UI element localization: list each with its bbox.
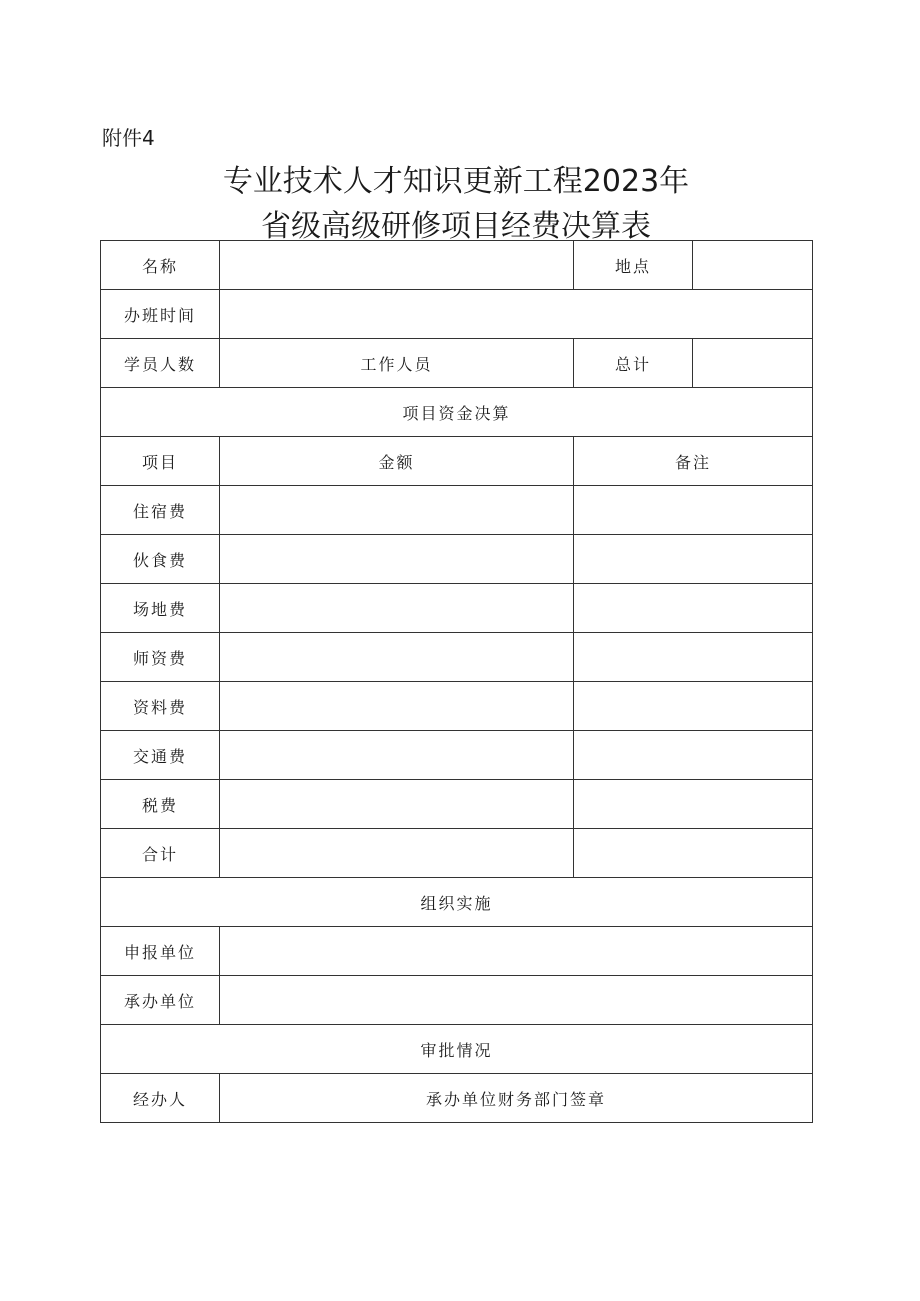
remark-field[interactable] <box>574 829 813 878</box>
name-field[interactable] <box>220 241 574 290</box>
expense-item-label: 交通费 <box>101 731 220 780</box>
expense-item-label: 师资费 <box>101 633 220 682</box>
row-class-time <box>101 290 813 339</box>
expense-item-label: 场地费 <box>101 584 220 633</box>
row-applicant <box>101 927 813 976</box>
applicant-label: 申报单位 <box>101 927 220 976</box>
table-row <box>101 731 813 780</box>
expense-item-label: 住宿费 <box>101 486 220 535</box>
amount-field[interactable] <box>220 633 574 682</box>
item-header: 项目 <box>101 437 220 486</box>
row-approval-section <box>101 1025 813 1074</box>
amount-header: 金额 <box>220 437 574 486</box>
organizer-label: 承办单位 <box>101 976 220 1025</box>
expense-item-label: 合计 <box>101 829 220 878</box>
row-organizer <box>101 976 813 1025</box>
attachment-label: 附件4 <box>102 126 155 150</box>
remark-field[interactable] <box>574 780 813 829</box>
organizer-field[interactable] <box>220 976 813 1025</box>
total-field[interactable] <box>693 339 813 388</box>
location-label: 地点 <box>574 241 693 290</box>
amount-field[interactable] <box>220 682 574 731</box>
expense-item-label: 伙食费 <box>101 535 220 584</box>
expense-item-label: 税费 <box>101 780 220 829</box>
table-row <box>101 633 813 682</box>
approval-section-heading: 审批情况 <box>101 1025 813 1074</box>
fund-section-heading: 项目资金决算 <box>101 388 813 437</box>
amount-field[interactable] <box>220 535 574 584</box>
row-fund-section <box>101 388 813 437</box>
expense-item-label: 资料费 <box>101 682 220 731</box>
table-row <box>101 780 813 829</box>
title-line-2: 省级高级研修项目经费决算表 <box>261 209 651 244</box>
amount-field[interactable] <box>220 584 574 633</box>
applicant-field[interactable] <box>220 927 813 976</box>
name-label: 名称 <box>101 241 220 290</box>
table-row <box>101 829 813 878</box>
table-row <box>101 535 813 584</box>
students-label: 学员人数 <box>101 339 220 388</box>
class-time-field[interactable] <box>220 290 813 339</box>
remark-field[interactable] <box>574 731 813 780</box>
table-row <box>101 682 813 731</box>
table-row <box>101 486 813 535</box>
amount-field[interactable] <box>220 731 574 780</box>
remark-header: 备注 <box>574 437 813 486</box>
finance-seal-field[interactable]: 承办单位财务部门签章 <box>220 1074 813 1123</box>
class-time-label: 办班时间 <box>101 290 220 339</box>
amount-field[interactable] <box>220 780 574 829</box>
expense-settlement-table <box>100 240 813 1123</box>
location-field[interactable] <box>693 241 813 290</box>
title-line-1: 专业技术人才知识更新工程2023年 <box>222 164 690 199</box>
staff-label: 工作人员 <box>220 339 574 388</box>
row-name <box>101 241 813 290</box>
row-fund-header <box>101 437 813 486</box>
total-label: 总计 <box>574 339 693 388</box>
remark-field[interactable] <box>574 486 813 535</box>
amount-field[interactable] <box>220 829 574 878</box>
amount-field[interactable] <box>220 486 574 535</box>
remark-field[interactable] <box>574 535 813 584</box>
table-row <box>101 584 813 633</box>
row-people <box>101 339 813 388</box>
org-section-heading: 组织实施 <box>101 878 813 927</box>
remark-field[interactable] <box>574 633 813 682</box>
row-org-section <box>101 878 813 927</box>
remark-field[interactable] <box>574 584 813 633</box>
remark-field[interactable] <box>574 682 813 731</box>
handler-label: 经办人 <box>101 1074 220 1123</box>
row-signature <box>101 1074 813 1123</box>
